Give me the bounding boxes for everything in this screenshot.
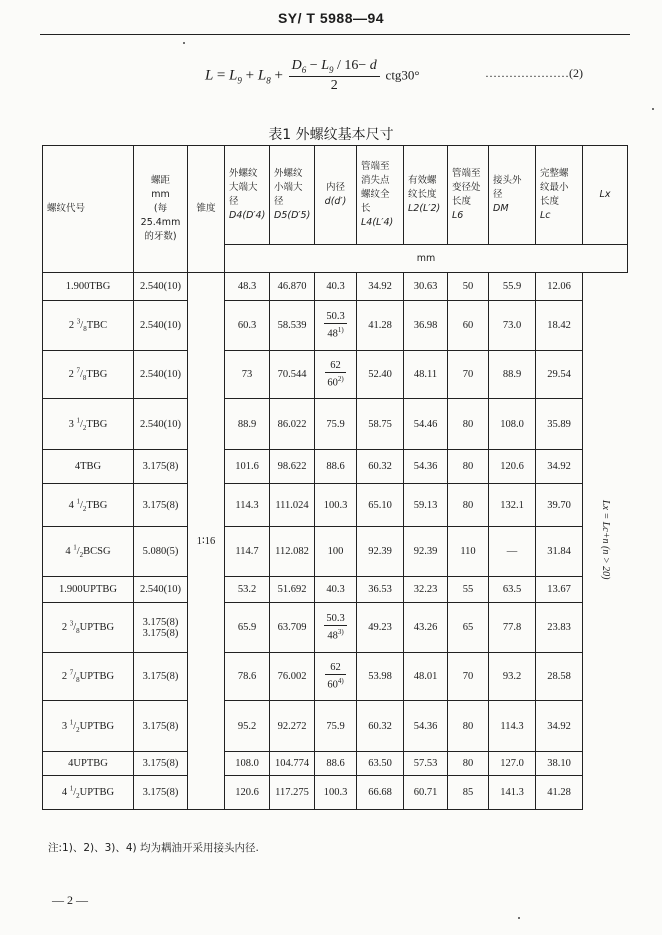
cell-d4: 95.2	[225, 701, 270, 752]
cell-l2: 32.23	[404, 577, 448, 603]
col-dm: 接头外 径 DM	[489, 146, 536, 245]
cell-d5: 46.870	[270, 273, 315, 301]
cell-l6: 50	[448, 273, 489, 301]
row-code: 2 $^3/_8UPTBG$	[61, 619, 115, 636]
cell-d4: 60.3	[225, 301, 270, 351]
cell-code	[43, 301, 134, 351]
cell-lc: 35.89	[536, 399, 583, 450]
cell-d4: 88.9	[225, 399, 270, 450]
cell-d4: 53.2	[225, 577, 270, 603]
cell-l4: 53.98	[357, 653, 404, 701]
cell-code	[43, 701, 134, 752]
cell-l2: 43.26	[404, 603, 448, 653]
col-taper: 锥度	[188, 146, 225, 273]
cell-d: 40.3	[315, 273, 357, 301]
thread-dimensions-table	[42, 145, 628, 810]
row-code: 2 $^3/_8TBC$	[68, 317, 108, 334]
cell-pitch: 2.540(10)	[134, 301, 188, 351]
equation-number: …………………(2)	[485, 66, 583, 80]
scan-speck	[518, 917, 520, 919]
cell-pitch: 2.540(10)	[134, 577, 188, 603]
formula-2: $L = L_9 + L_8$ + $\frac{D_6 - L_9 / 16- d}{2}$ ctg30°	[205, 58, 420, 93]
cell-l2: 92.39	[404, 527, 448, 577]
cell-lc: 31.84	[536, 527, 583, 577]
cell-l4: 60.32	[357, 450, 404, 484]
cell-dm: 77.8	[489, 603, 536, 653]
cell-d5: 98.622	[270, 450, 315, 484]
cell-dm: 141.3	[489, 776, 536, 810]
cell-l2: 48.01	[404, 653, 448, 701]
cell-d4: 73	[225, 351, 270, 399]
row-code: 2 $^7/_8TBG$	[68, 366, 108, 383]
cell-d: 75.9	[315, 399, 357, 450]
cell-l6: 80	[448, 399, 489, 450]
table-row	[43, 603, 628, 653]
cell-l6: 80	[448, 752, 489, 776]
cell-d5: 117.275	[270, 776, 315, 810]
table-row	[43, 450, 628, 484]
cell-lc: 39.70	[536, 484, 583, 527]
row-code: 3 $^1/_2UPTBG$	[61, 718, 115, 734]
cell-d: $\frac{50.3}{48^{3)}}$	[315, 603, 357, 653]
cell-pitch: 3.175(8)	[134, 701, 188, 752]
cell-dm: 127.0	[489, 752, 536, 776]
col-code: 螺纹代号	[43, 146, 134, 273]
cell-d: 88.6	[315, 752, 357, 776]
cell-d: $\frac{62}{60^{2)}}$	[315, 351, 357, 399]
cell-l6: 65	[448, 603, 489, 653]
cell-l4: 65.10	[357, 484, 404, 527]
table-row	[43, 273, 628, 301]
table-row	[43, 399, 628, 450]
cell-code	[43, 484, 134, 527]
cell-d: 40.3	[315, 577, 357, 603]
cell-d: 75.9	[315, 701, 357, 752]
row-code: 4 $^1/_2BCSG$	[65, 543, 111, 560]
cell-dm: 108.0	[489, 399, 536, 450]
table-row	[43, 577, 628, 603]
cell-l6: 70	[448, 351, 489, 399]
cell-lc: 23.83	[536, 603, 583, 653]
scan-speck	[652, 108, 654, 110]
cell-l4: 49.23	[357, 603, 404, 653]
cell-l4: 41.28	[357, 301, 404, 351]
cell-l6: 85	[448, 776, 489, 810]
cell-d4: 120.6	[225, 776, 270, 810]
cell-code	[43, 603, 134, 653]
cell-dm: 73.0	[489, 301, 536, 351]
cell-d: $\frac{50.3}{48^{1)}}$	[315, 301, 357, 351]
cell-l2: 36.98	[404, 301, 448, 351]
cell-l2: 57.53	[404, 752, 448, 776]
page-number: — 2 —	[52, 893, 88, 907]
col-d: 内径 d(d′)	[315, 146, 357, 245]
cell-code	[43, 527, 134, 577]
cell-l4: 92.39	[357, 527, 404, 577]
cell-dm: 114.3	[489, 701, 536, 752]
row-code: 2 $^7/_8UPTBG$	[61, 668, 115, 685]
cell-l6: 80	[448, 484, 489, 527]
cell-dm: 120.6	[489, 450, 536, 484]
cell-l2: 30.63	[404, 273, 448, 301]
table-row	[43, 301, 628, 351]
cell-l4: 63.50	[357, 752, 404, 776]
cell-pitch: 3.175(8)	[134, 752, 188, 776]
cell-lc: 29.54	[536, 351, 583, 399]
cell-l2: 59.13	[404, 484, 448, 527]
header-rule	[40, 34, 630, 35]
table-row	[43, 653, 628, 701]
col-l2: 有效螺 纹长度 L2(L′2)	[404, 146, 448, 245]
table-row	[43, 351, 628, 399]
col-lc: 完整螺 纹最小 长度 Lc	[536, 146, 583, 245]
cell-d: 100	[315, 527, 357, 577]
col-lx: Lx	[583, 146, 628, 245]
cell-d5: 51.692	[270, 577, 315, 603]
cell-d4: 108.0	[225, 752, 270, 776]
cell-d4: 48.3	[225, 273, 270, 301]
table-caption: 表1 外螺纹基本尺寸	[268, 127, 394, 143]
row-code: 4 $^1/_2TBG$	[68, 497, 108, 513]
cell-d5: 76.002	[270, 653, 315, 701]
cell-d5: 112.082	[270, 527, 315, 577]
cell-l4: 52.40	[357, 351, 404, 399]
cell-d5: 111.024	[270, 484, 315, 527]
cell-l2: 60.71	[404, 776, 448, 810]
cell-lc: 38.10	[536, 752, 583, 776]
cell-dm: 132.1	[489, 484, 536, 527]
cell-lc: 13.67	[536, 577, 583, 603]
cell-d: $\frac{62}{60^{4)}}$	[315, 653, 357, 701]
unit-row: mm	[225, 245, 628, 273]
cell-l4: 66.68	[357, 776, 404, 810]
cell-code	[43, 273, 134, 301]
cell-dm: 55.9	[489, 273, 536, 301]
col-d4: 外螺纹 大端大 径 D4(D′4)	[225, 146, 270, 245]
scan-speck	[183, 42, 185, 44]
cell-lx: Lx = Lc+n (n > 20)	[583, 273, 628, 810]
cell-d4: 78.6	[225, 653, 270, 701]
cell-code	[43, 752, 134, 776]
table-row	[43, 752, 628, 776]
cell-l2: 54.36	[404, 701, 448, 752]
cell-d5: 86.022	[270, 399, 315, 450]
row-code: 4UPTBG	[68, 758, 108, 769]
cell-pitch: 5.080(5)	[134, 527, 188, 577]
cell-pitch: 3.175(8)	[134, 776, 188, 810]
cell-pitch: 2.540(10)	[134, 351, 188, 399]
cell-d: 100.3	[315, 776, 357, 810]
cell-d: 88.6	[315, 450, 357, 484]
cell-l4: 34.92	[357, 273, 404, 301]
cell-d5: 58.539	[270, 301, 315, 351]
cell-d5: 104.774	[270, 752, 315, 776]
cell-pitch: 3.175(8) 3.175(8)	[134, 603, 188, 653]
cell-l4: 58.75	[357, 399, 404, 450]
cell-d5: 92.272	[270, 701, 315, 752]
row-code: 1.900TBG	[65, 281, 111, 292]
row-code: 4 $^1/_2UPTBG$	[61, 784, 115, 801]
cell-code	[43, 577, 134, 603]
row-code: 3 $^1/_2TBG$	[68, 416, 108, 432]
col-pitch: 螺距 mm (每 25.4mm 的牙数)	[134, 146, 188, 273]
cell-code	[43, 653, 134, 701]
cell-code	[43, 399, 134, 450]
cell-d5: 70.544	[270, 351, 315, 399]
cell-l4: 36.53	[357, 577, 404, 603]
standard-code: SY/ T 5988—94	[277, 10, 385, 26]
table-row	[43, 527, 628, 577]
cell-lc: 28.58	[536, 653, 583, 701]
cell-pitch: 3.175(8)	[134, 653, 188, 701]
cell-l2: 54.36	[404, 450, 448, 484]
cell-d4: 101.6	[225, 450, 270, 484]
table-row	[43, 484, 628, 527]
cell-code	[43, 450, 134, 484]
cell-pitch: 3.175(8)	[134, 484, 188, 527]
cell-code	[43, 776, 134, 810]
cell-d4: 114.3	[225, 484, 270, 527]
cell-dm: 93.2	[489, 653, 536, 701]
cell-dm: 88.9	[489, 351, 536, 399]
row-code: 4TBG	[74, 461, 102, 472]
col-l4: 管端至 消失点 螺纹全 长 L4(L′4)	[357, 146, 404, 245]
cell-l6: 70	[448, 653, 489, 701]
cell-l6: 55	[448, 577, 489, 603]
cell-dm: 63.5	[489, 577, 536, 603]
cell-l6: 80	[448, 701, 489, 752]
table-row	[43, 701, 628, 752]
cell-l2: 54.46	[404, 399, 448, 450]
cell-taper: 1∶16	[188, 273, 225, 810]
cell-code	[43, 351, 134, 399]
cell-l2: 48.11	[404, 351, 448, 399]
cell-d4: 65.9	[225, 603, 270, 653]
cell-lc: 41.28	[536, 776, 583, 810]
cell-dm: —	[489, 527, 536, 577]
cell-lc: 12.06	[536, 273, 583, 301]
cell-d5: 63.709	[270, 603, 315, 653]
col-d5: 外螺纹 小端大 径 D5(D′5)	[270, 146, 315, 245]
cell-l6: 60	[448, 301, 489, 351]
row-code: 1.900UPTBG	[58, 584, 118, 595]
cell-pitch: 2.540(10)	[134, 399, 188, 450]
cell-l4: 60.32	[357, 701, 404, 752]
cell-d4: 114.7	[225, 527, 270, 577]
col-l6: 管端至 变径处 长度 L6	[448, 146, 489, 245]
cell-lc: 34.92	[536, 450, 583, 484]
cell-lc: 18.42	[536, 301, 583, 351]
footnote: 注:1)、2)、3)、4) 均为耦油开采用接头内径.	[48, 842, 259, 854]
cell-pitch: 3.175(8)	[134, 450, 188, 484]
cell-d: 100.3	[315, 484, 357, 527]
cell-l6: 110	[448, 527, 489, 577]
cell-l6: 80	[448, 450, 489, 484]
cell-lc: 34.92	[536, 701, 583, 752]
cell-pitch: 2.540(10)	[134, 273, 188, 301]
table-row	[43, 776, 628, 810]
